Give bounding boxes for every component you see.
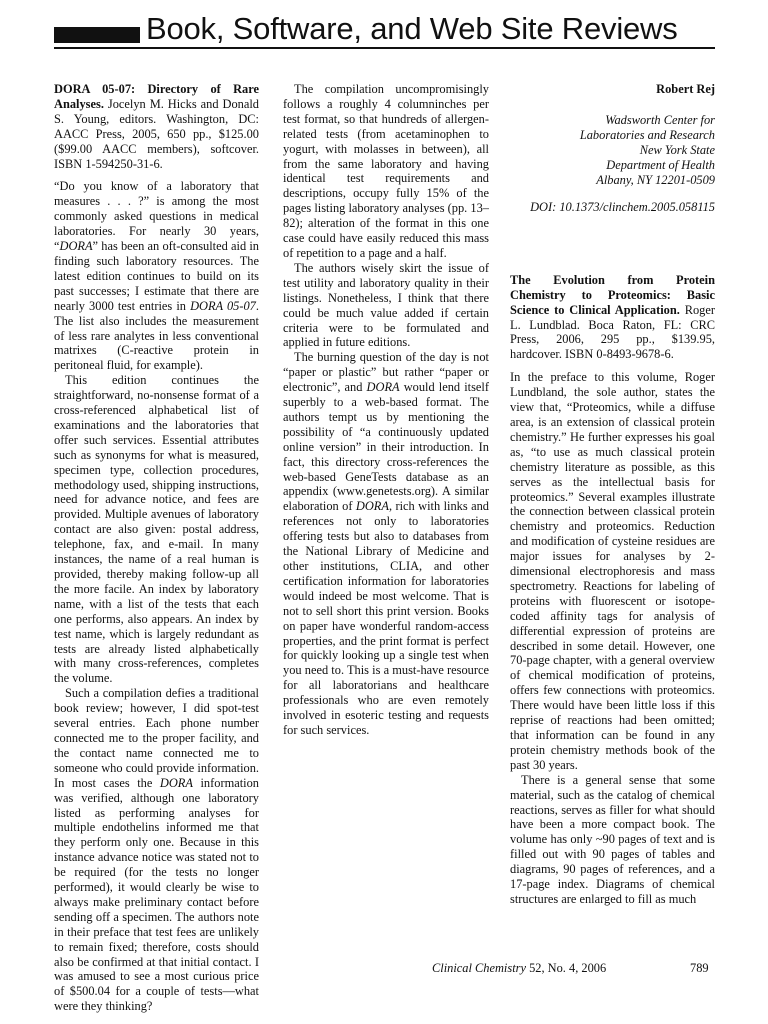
review2-citation: [510, 273, 715, 362]
review1-paragraph-5: The authors wisely skirt the issue of test utility and laboratory quality in their listings. Nonetheless, I think that there could be much value added if certain criteria were to be formulated and applied in future editions.: [283, 260, 489, 350]
column-2: [283, 82, 489, 738]
footer-page-number: 789: [690, 961, 709, 975]
review1-paragraph-3: Such a compilation defies a traditional book review; however, I did spot-test several entries. Each phone number connected me to the proper facility, and the contact name connected me to someone who could provide information. In most cases the DORA information was verified, although one laboratory listed as performing analyses for multiple endothelins informed me that they perform only one. Because in this instance advance notice was stated not to be required (for the tests no longer performed), it would clearly be wise to always make preliminary contact before sending off a specimen. The authors note in their preface that test fees are unlikely to remain fixed; therefore, costs should also be confirmed at that initial contact. I was amused to see a most curious price of $500.04 for a couple of tests—what were they thinking?: [54, 686, 259, 1014]
column-3: [510, 82, 715, 907]
review2-paragraph-2: There is a general sense that some material, such as the catalog of chemical reactions, serves as filler for what should have been a more compact book. The volume has only ~90 pages of text and is filled out with 90 pages of tables and diagrams, 90 pages of references, and a 17-page index. Diagrams of chemical structures are enlarged to fill as much: [510, 772, 715, 906]
reviewer-name: Robert Rej: [656, 82, 715, 96]
header-bar: [54, 27, 140, 43]
review1-paragraph-1: “Do you know of a laboratory that measures . . . ?” is among the most commonly asked questions in medical laboratories. For nearly 30 years, “DORA” has been an oft-consulted aid in finding such laboratory resources. The latest edition continues to build on its past successes; I estimate that there are nearly 3000 test entries in DORA 05-07. The list also includes the measurement of less rare analytes in less conventional matrixes (C-reactive protein in peritoneal fluid, for example).: [54, 179, 259, 373]
review1-citation: [54, 82, 259, 171]
review1-paragraph-4: The compilation uncompromisingly follows a roughly 4 columninches per test format, so that hundreds of allergen-related tests (from acetaminophen to yogurt, with molasses in between), all from the same laboratory and having identical test requirements and descriptions, occupy fully 15% of the pages listing laboratory analyses (pp. 13–82); alteration of the format in this one case could have easily reduced this mass of repetition to a page and a half.: [283, 82, 489, 260]
review1-book-title: DORA 05-07: Directory of Rare Analyses.: [54, 82, 259, 111]
review2-book-title: The Evolution from Protein Chemistry to Proteomics: Basic Science to Clinical Application.: [510, 272, 715, 317]
section-title: Book, Software, and Web Site Reviews: [146, 11, 678, 46]
header-rule: [54, 47, 715, 49]
review2-citation-text: Roger L. Lundblad. Boca Raton, FL: CRC Press, 2006, 295 pp., $139.95, hardcover. ISBN 0-8493-9678-6.: [510, 302, 715, 362]
column-1: [54, 82, 259, 1014]
review1-paragraph-6: The burning question of the day is not “paper or plastic” but rather “paper or electronic”, and DORA would lend itself superbly to a web-based format. The authors tempt us by mentioning the possibility of “a continuously updated online version” in their introduction. In fact, this directory cross-references the web-based GeneTests database as an appendix (www.genetests.org). A similar elaboration of DORA, rich with links and references not only to laboratories offering tests but also to databases from the National Library of Medicine and other institutions, CLIA, and other certification information for laboratories would indeed be most welcome. That is not to sell short this print version. Books on paper have wonderful random-access properties, and the print format is perfect for quickly looking up a single test when you need to. This is a must-have resource for all laboratorians and healthcare professionals who are even remotely involved in esoteric testing and requests for such services.: [283, 350, 489, 737]
review1-doi: DOI: 10.1373/clinchem.2005.058115: [530, 199, 715, 214]
review1-citation-text: Jocelyn M. Hicks and Donald S. Young, editors. Washington, DC: AACC Press, 2005, 650 pp., $125.00 ($99.00 AACC members), softcover. ISBN 1-594250-31-6.: [54, 96, 259, 171]
reviewer-affiliation: Wadsworth Center for Laboratories and Research New York State Department of Health Albany, NY 12201-0509: [579, 112, 715, 187]
review1-paragraph-2: This edition continues the straightforward, no-nonsense format of a cross-referenced alphabetical list of examinations and the laboratories that offer such services. Essential attributes such as synonyms for what is measured, specimen type, collection procedures, methodology used, shipping instructions, need for advance notice, and fees are provided. Multiple avenues of laboratory contact are also given: postal address, telephone, fax, and e-mail. In many instances, the name of a real human is provided, thereby making follow-up all the more facile. An index by laboratory name, with a list of the tests that each one performs, also appears. An index by test name, which is largely redundant as tests are already listed alphabetically with many cross-references, completes the volume.: [54, 373, 259, 686]
review2-paragraph-1: In the preface to this volume, Roger Lundbland, the sole author, states the view that, “Proteomics, while a diffuse area, is an extension of classical protein chemistry.” He further expresses his goal as, “to use as much classical protein chemistry literature as possible, as this serves as the intellectual basis for proteomics.” Several examples illustrate the connection between classical protein chemistry and proteomics. Reduction and modification of cysteine residues are major issues for analyses by 2-dimensional electrophoresis and mass spectrometry. Reactions for labeling of proteins with fluorescent or isotope-coded affinity tags for analysis of differential expression of proteins are described in some detail. However, one 70-page chapter, with a general overview of chemical modification of proteins, offers few connections with proteomics. There would have been little loss if this reprise of reactions had been omitted; that information can be found in any protein chemistry methods book of the past 30 years.: [510, 370, 715, 772]
footer-journal: Clinical Chemistry 52, No. 4, 2006: [432, 961, 607, 975]
